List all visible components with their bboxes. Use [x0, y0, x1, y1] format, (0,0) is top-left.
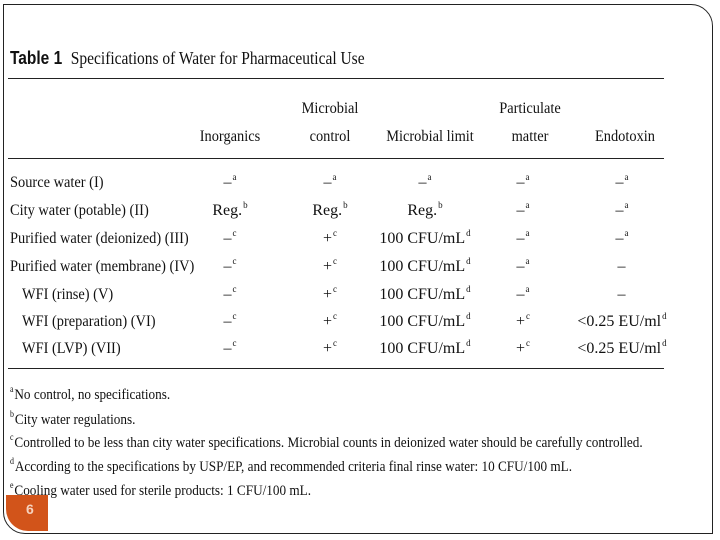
table-cell: –$^a$ [418, 172, 432, 191]
table-cell: 100 CFU/$mL^d$ [379, 284, 471, 303]
table-cell: –$^a$ [223, 172, 237, 191]
table-cell: –$^a$ [516, 256, 530, 275]
footnote: $^a$No control, no specifications. [10, 384, 171, 403]
table-cell: +$^c$ [322, 284, 338, 303]
table-cell: 100 CFU/$mL^d$ [379, 256, 471, 275]
col-header-microbial-control: Microbial control [301, 100, 359, 145]
header-rule [8, 158, 664, 159]
table-cell: 100 CFU/$mL^d$ [379, 338, 471, 357]
top-rule [8, 78, 664, 79]
table-label: Table 1 [10, 48, 63, 68]
col-header-microbial-limit: Microbial limit [386, 128, 474, 145]
table-title [10, 47, 365, 69]
table-cell: +$^c$ [322, 338, 338, 357]
table-caption: Specifications of Water for Pharmaceutical Use [70, 48, 365, 68]
table-cell: +$^c$ [322, 256, 338, 275]
bottom-rule [8, 368, 664, 369]
table-cell: Reg.$^b$ [212, 200, 248, 219]
table-cell: –$^a$ [516, 172, 530, 191]
row-label: WFI (preparation) (VI) [22, 313, 156, 330]
table-cell: – [617, 258, 626, 275]
slide-number: 6 [26, 501, 34, 517]
table-cell: –$^c$ [223, 228, 237, 247]
table-cell: –$^a$ [516, 284, 530, 303]
table-cell: –$^a$ [516, 228, 530, 247]
table-cell: –$^a$ [323, 172, 337, 191]
table-cell: – [617, 286, 626, 303]
col-header-inorganics: Inorganics [199, 128, 261, 145]
table-cell: <0.25 $EU/ml^d$ [577, 311, 667, 330]
row-label: WFI (rinse) (V) [22, 286, 114, 303]
footnote: $^e$Cooling water used for sterile products: 1 CFU/100 mL. [10, 480, 312, 499]
table-cell: –$^c$ [223, 284, 237, 303]
row-label: City water (potable) (II) [10, 202, 149, 219]
table-cell: –$^a$ [615, 200, 629, 219]
col-header-endotoxin: Endotoxin [594, 128, 655, 145]
row-label: Purified water (deionized) (III) [10, 230, 189, 247]
table-cell: –$^c$ [223, 256, 237, 275]
row-label: WFI (LVP) (VII) [22, 340, 121, 357]
table-cell: Reg.$^b$ [407, 200, 443, 219]
row-label: Source water (I) [10, 174, 104, 191]
table-cell: –$^c$ [223, 338, 237, 357]
table-cell: +$^c$ [515, 338, 531, 357]
footnote: $^c$Controlled to be less than city water specifications. Microbial counts in deionized water should be carefully controlled. [10, 432, 643, 451]
col-header-particulate-matter: Particulate matter [499, 100, 561, 145]
table-cell: +$^c$ [322, 228, 338, 247]
table-cell: 100 CFU/$mL^d$ [379, 311, 471, 330]
footnote: $^b$City water regulations. [10, 409, 136, 428]
table-cell: –$^a$ [516, 200, 530, 219]
table-cell: –$^c$ [223, 311, 237, 330]
footnote: $^d$According to the specifications by USP/EP, and recommended criteria final rinse water: 10 CFU/100 mL. [10, 456, 573, 475]
table-cell: Reg.$^b$ [312, 200, 348, 219]
table-cell: 100 CFU/$mL^d$ [379, 228, 471, 247]
row-label: Purified water (membrane) (IV) [10, 258, 195, 275]
table-cell: –$^a$ [615, 172, 629, 191]
table-cell: –$^a$ [615, 228, 629, 247]
table-cell: +$^c$ [515, 311, 531, 330]
table-cell: +$^c$ [322, 311, 338, 330]
table-cell: <0.25 $EU/ml^d$ [577, 338, 667, 357]
